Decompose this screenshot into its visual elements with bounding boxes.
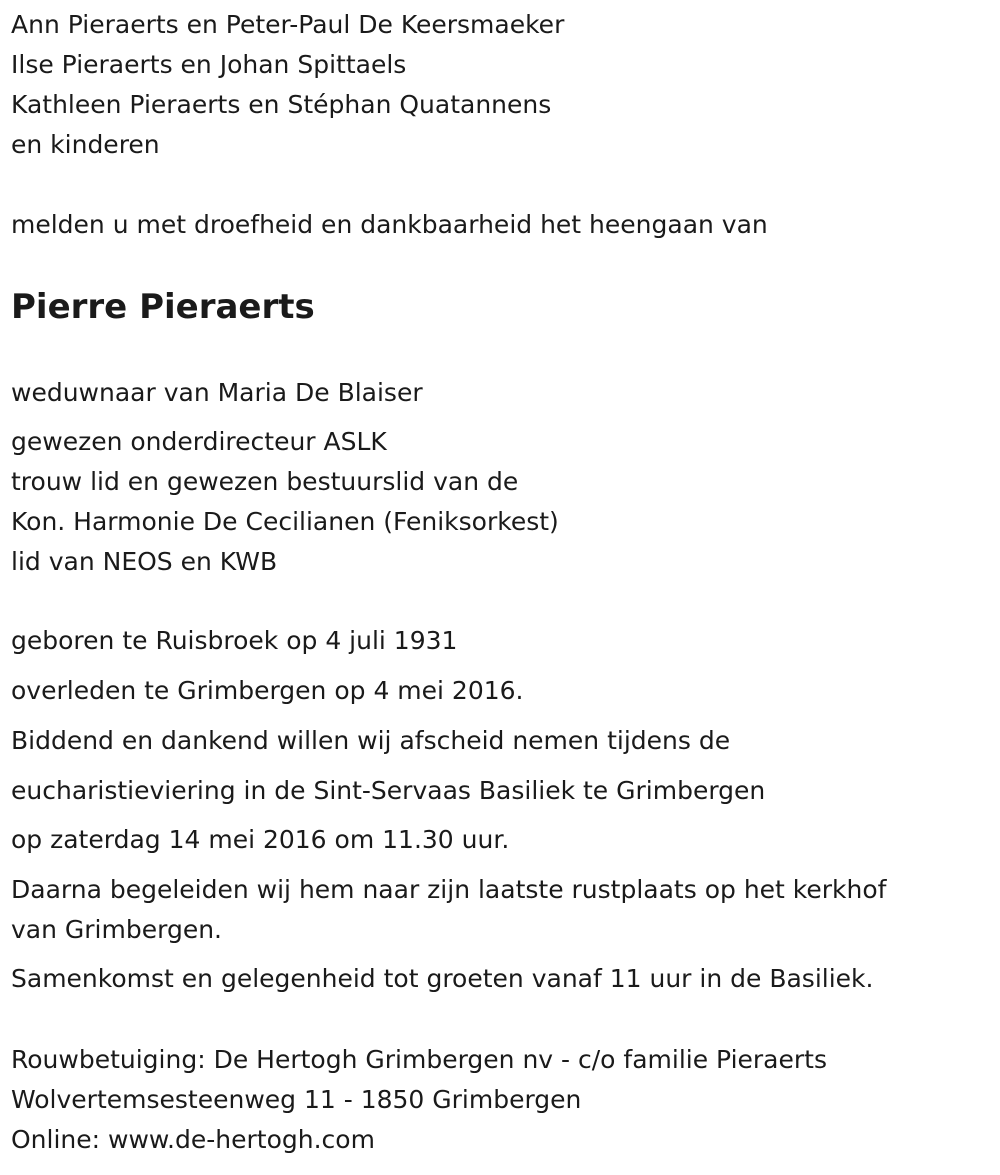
service-line-1: Biddend en dankend willen wij afscheid nemen tijdens de: [11, 726, 731, 755]
condolence-address-line-1: Rouwbetuiging: De Hertogh Grimbergen nv - c/o familie Pieraerts: [11, 1045, 827, 1074]
online-condolence-link[interactable]: Online: www.de-hertogh.com: [11, 1125, 375, 1154]
role-line-3: Kon. Harmonie De Cecilianen (Feniksorkest): [11, 507, 559, 536]
service-line-3: op zaterdag 14 mei 2016 om 11.30 uur.: [11, 825, 510, 854]
burial-line-2: van Grimbergen.: [11, 915, 222, 944]
widower-of: weduwnaar van Maria De Blaiser: [11, 378, 423, 407]
service-line-2: eucharistieviering in de Sint-Servaas Basiliek te Grimbergen: [11, 776, 766, 805]
family-line-1: Ann Pieraerts en Peter-Paul De Keersmaeker: [11, 10, 565, 39]
family-line-4: en kinderen: [11, 130, 160, 159]
death-info: overleden te Grimbergen op 4 mei 2016.: [11, 676, 524, 705]
condolence-address-line-2: Wolvertemsesteenweg 11 - 1850 Grimbergen: [11, 1085, 582, 1114]
role-line-4: lid van NEOS en KWB: [11, 547, 278, 576]
gathering-info: Samenkomst en gelegenheid tot groeten vanaf 11 uur in de Basiliek.: [11, 964, 874, 993]
role-line-1: gewezen onderdirecteur ASLK: [11, 427, 387, 456]
deceased-name: Pierre Pieraerts: [11, 287, 315, 327]
family-line-3: Kathleen Pieraerts en Stéphan Quatannens: [11, 90, 552, 119]
role-line-2: trouw lid en gewezen bestuurslid van de: [11, 467, 519, 496]
family-line-2: Ilse Pieraerts en Johan Spittaels: [11, 50, 407, 79]
burial-line-1: Daarna begeleiden wij hem naar zijn laatste rustplaats op het kerkhof: [11, 875, 887, 904]
announcement-text: melden u met droefheid en dankbaarheid het heengaan van: [11, 210, 768, 239]
birth-info: geboren te Ruisbroek op 4 juli 1931: [11, 626, 458, 655]
